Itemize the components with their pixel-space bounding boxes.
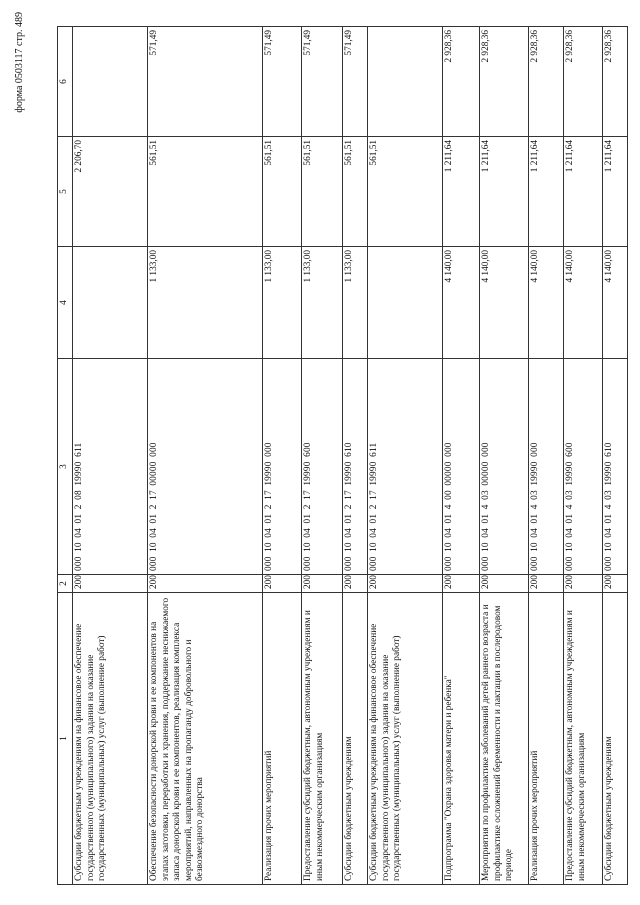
row-col-4: 4 140,00 <box>529 247 564 359</box>
header-row <box>58 27 73 885</box>
row-col-6: 571,49 <box>302 27 343 137</box>
row-line-code: 200 <box>564 575 603 593</box>
table-row <box>302 27 343 885</box>
row-col-4: 1 133,00 <box>148 247 263 359</box>
row-col-5: 1 211,64 <box>443 137 480 247</box>
row-line-code: 200 <box>603 575 628 593</box>
row-col-4: 4 140,00 <box>603 247 628 359</box>
table-row <box>148 27 263 885</box>
row-col-4 <box>368 247 443 359</box>
row-name: Предоставление субсидий бюджетным, автономным учреждениям и иным некоммерческим организациям <box>564 593 603 885</box>
row-col-6: 2 928,36 <box>480 27 529 137</box>
row-name: Субсидии бюджетным учреждениям <box>603 593 628 885</box>
row-line-code: 200 <box>73 575 148 593</box>
row-col-5: 1 211,64 <box>564 137 603 247</box>
row-budget-code: 000 10 04 01 2 17 19990 610 <box>343 359 368 575</box>
row-line-code: 200 <box>302 575 343 593</box>
row-budget-code: 000 10 04 01 2 17 19990 000 <box>263 359 302 575</box>
row-budget-code: 000 10 04 01 4 03 00000 000 <box>480 359 529 575</box>
row-name: Обеспечение безопасности донорской крови и ее компонентов на этапах заготовки, переработки и хранения, поддержание неснижаемого запаса донорской крови и ее компонентов, реализация комплекса мероприятий, направленных на пропаганду добровольного и безвозмездного донорства <box>148 593 263 885</box>
row-col-6: 2 928,36 <box>564 27 603 137</box>
row-col-6: 571,49 <box>263 27 302 137</box>
row-name: Субсидии бюджетным учреждениям на финансовое обеспечение государственного (муниципального) задания на оказание государственных (муниципальных) услуг (выполнение работ) <box>73 593 148 885</box>
row-col-5: 561,51 <box>263 137 302 247</box>
header-col-5: 5 <box>58 137 73 247</box>
row-budget-code: 000 10 04 01 4 03 19990 000 <box>529 359 564 575</box>
table-row <box>564 27 603 885</box>
row-line-code: 200 <box>443 575 480 593</box>
row-col-6: 2 928,36 <box>529 27 564 137</box>
row-col-5: 561,51 <box>343 137 368 247</box>
row-col-6: 2 928,36 <box>443 27 480 137</box>
row-line-code: 200 <box>529 575 564 593</box>
row-col-6: 571,49 <box>148 27 263 137</box>
row-line-code: 200 <box>368 575 443 593</box>
row-col-4: 1 133,00 <box>263 247 302 359</box>
row-col-5: 2 206,70 <box>73 137 148 247</box>
row-line-code: 200 <box>343 575 368 593</box>
row-col-4: 4 140,00 <box>480 247 529 359</box>
row-line-code: 200 <box>263 575 302 593</box>
row-col-6 <box>73 27 148 137</box>
row-name: Реализация прочих мероприятий <box>529 593 564 885</box>
table-row <box>603 27 628 885</box>
row-col-5: 1 211,64 <box>529 137 564 247</box>
table-row <box>443 27 480 885</box>
row-budget-code: 000 10 04 01 4 00 00000 000 <box>443 359 480 575</box>
row-name: Подпрограмма "Охрана здоровья матери и ребенка" <box>443 593 480 885</box>
row-col-5: 1 211,64 <box>480 137 529 247</box>
row-col-4: 4 140,00 <box>443 247 480 359</box>
row-col-6 <box>368 27 443 137</box>
row-budget-code: 000 10 04 01 2 17 19990 611 <box>368 359 443 575</box>
row-name: Мероприятия по профилактике заболеваний детей раннего возраста и профилактике осложнений беременности и лактации в послеродовом периоде <box>480 593 529 885</box>
row-line-code: 200 <box>148 575 263 593</box>
row-name: Субсидии бюджетным учреждениям <box>343 593 368 885</box>
form-label: форма 0503117 стр. 489 <box>14 12 25 113</box>
row-name: Реализация прочих мероприятий <box>263 593 302 885</box>
row-budget-code: 000 10 04 01 2 08 19990 611 <box>73 359 148 575</box>
row-col-6: 571,49 <box>343 27 368 137</box>
table-row <box>343 27 368 885</box>
row-col-6: 2 928,36 <box>603 27 628 137</box>
row-col-5: 561,51 <box>368 137 443 247</box>
row-col-4: 1 133,00 <box>302 247 343 359</box>
row-col-4: 4 140,00 <box>564 247 603 359</box>
row-col-4: 1 133,00 <box>343 247 368 359</box>
table-row <box>263 27 302 885</box>
row-budget-code: 000 10 04 01 4 03 19990 600 <box>564 359 603 575</box>
row-budget-code: 000 10 04 01 2 17 19990 600 <box>302 359 343 575</box>
row-col-5: 561,51 <box>302 137 343 247</box>
row-col-5: 1 211,64 <box>603 137 628 247</box>
header-col-4: 4 <box>58 247 73 359</box>
report-table <box>57 26 628 885</box>
table-row <box>73 27 148 885</box>
row-col-4 <box>73 247 148 359</box>
table-row <box>368 27 443 885</box>
header-col-2: 2 <box>58 575 73 593</box>
header-col-3: 3 <box>58 359 73 575</box>
row-name: Субсидии бюджетным учреждениям на финансовое обеспечение государственного (муниципального) задания на оказание государственных (муниципальных) услуг (выполнение работ) <box>368 593 443 885</box>
table-row <box>480 27 529 885</box>
row-name: Предоставление субсидий бюджетным, автономным учреждениям и иным некоммерческим организациям <box>302 593 343 885</box>
header-col-1: 1 <box>58 593 73 885</box>
row-col-5: 561,51 <box>148 137 263 247</box>
row-budget-code: 000 10 04 01 4 03 19990 610 <box>603 359 628 575</box>
row-budget-code: 000 10 04 01 2 17 00000 000 <box>148 359 263 575</box>
table-row <box>529 27 564 885</box>
row-line-code: 200 <box>480 575 529 593</box>
header-col-6: 6 <box>58 27 73 137</box>
